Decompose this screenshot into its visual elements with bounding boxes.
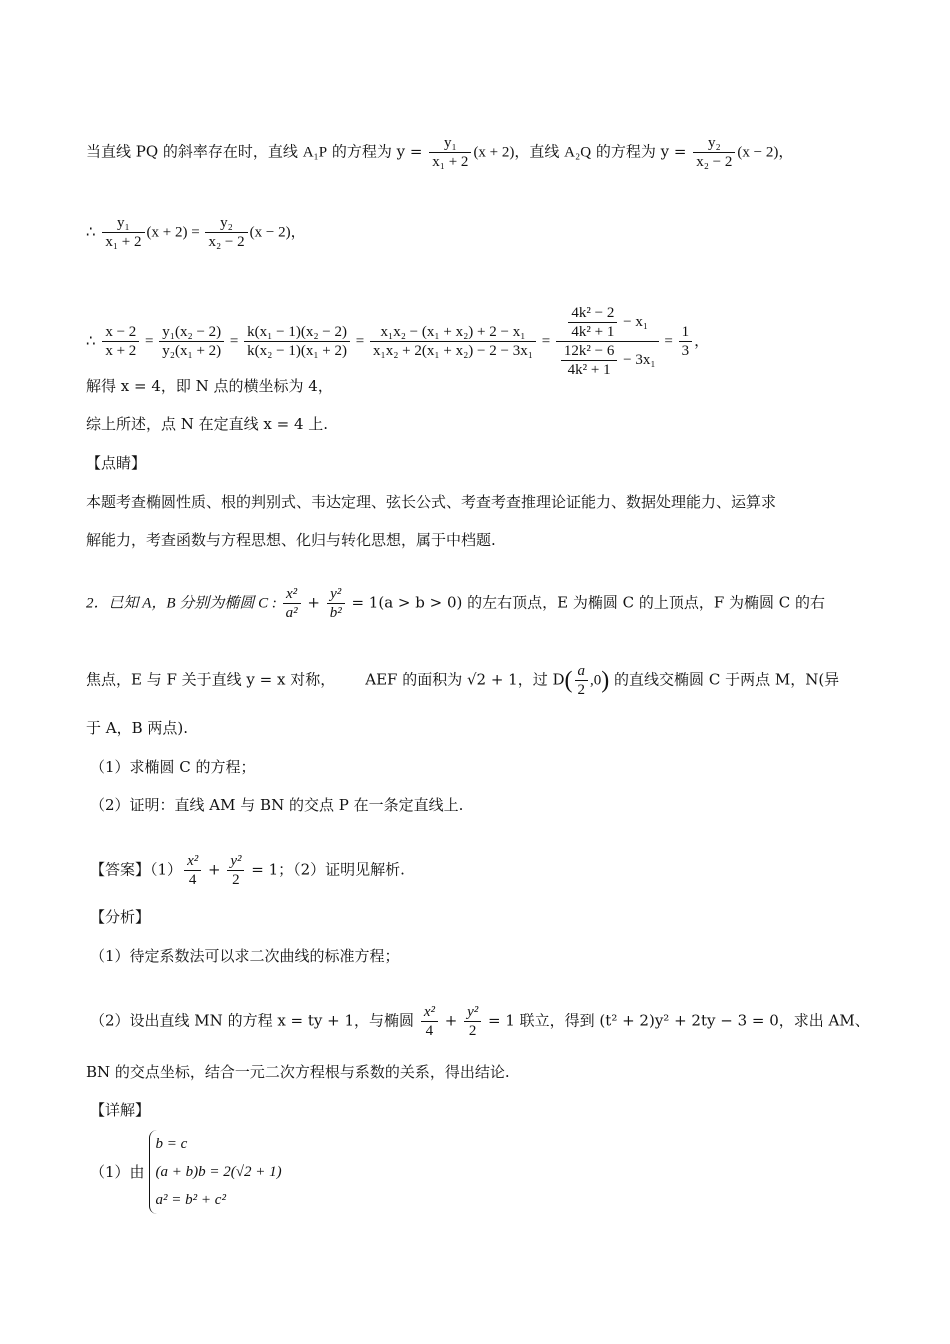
- numerator: a: [575, 662, 589, 681]
- plus: +: [439, 1011, 463, 1030]
- text-span: 2．已知 A，B 分别为椭圆 C :: [86, 595, 281, 612]
- numerator: 12k² − 6: [561, 342, 617, 361]
- numerator: y²: [464, 1003, 481, 1022]
- fraction: [421, 1003, 438, 1040]
- math-span: − 3x₁: [619, 351, 656, 368]
- text-line: [90, 1003, 870, 1040]
- equation: b = c: [155, 1136, 188, 1152]
- text-span: 的直线交椭圆 C 于两点 M，N(异: [609, 670, 840, 689]
- fraction: [159, 323, 224, 360]
- equation: a² = b² + c²: [155, 1192, 226, 1208]
- denominator: 4k² + 1: [567, 362, 611, 378]
- numerator: y₁: [429, 134, 471, 153]
- denominator: x₁ + 2: [105, 234, 142, 250]
- denominator: x₁x₂ + 2(x₁ + x₂) − 2 − 3x₁: [372, 343, 533, 359]
- fraction: [464, 1003, 481, 1040]
- denominator: [556, 342, 659, 379]
- fraction: [370, 323, 536, 360]
- text-span: （1）由: [90, 1163, 145, 1181]
- numerator: y₂: [205, 214, 247, 233]
- denominator: 2: [468, 1023, 477, 1039]
- denominator: x₂ − 2: [208, 234, 245, 250]
- text-span: ，: [694, 331, 710, 350]
- text-line: （1）待定系数法可以求二次曲线的标准方程；: [90, 947, 400, 965]
- paren: ): [601, 667, 610, 694]
- numerator: x − 2: [102, 323, 139, 342]
- text-line: 综上所述，点 N 在定直线 x = 4 上.: [86, 415, 329, 433]
- text-span: AEF 的面积为 √2 + 1，过 D: [365, 670, 565, 689]
- equation: (a + b)b = 2(√2 + 1): [155, 1164, 282, 1180]
- denominator: 4: [425, 1023, 434, 1039]
- paren: (: [564, 667, 573, 694]
- fraction: [679, 323, 693, 360]
- answer-label: 【答案】: [90, 860, 151, 879]
- numerator: x²: [421, 1003, 438, 1022]
- denominator: x + 2: [105, 343, 137, 359]
- denominator: y₂(x₁ + 2): [162, 343, 222, 359]
- fraction: [184, 852, 201, 889]
- text-span: ，直线: [514, 142, 565, 161]
- math-span: − x₁: [619, 313, 649, 330]
- math-span: (x + 2): [473, 144, 515, 161]
- section-heading: 【点睛】: [86, 454, 147, 472]
- plus: +: [302, 593, 325, 612]
- fraction: [327, 585, 345, 622]
- numerator: x₁x₂ − (x₁ + x₂) + 2 − x₁: [370, 323, 536, 342]
- fraction: [244, 323, 350, 360]
- equation-system: [149, 1130, 282, 1214]
- question-line: [86, 662, 839, 699]
- denominator: a²: [285, 605, 298, 621]
- text-line: BN 的交点坐标，结合一元二次方程根与系数的关系，得出结论.: [86, 1063, 510, 1081]
- fraction: [102, 323, 139, 360]
- fraction: [575, 662, 589, 699]
- math-span: A₂Q: [564, 144, 592, 161]
- numerator: y²: [327, 585, 345, 604]
- text-span: = 1 联立，得到 (t² + 2)y² + 2ty − 3 = 0，求出 AM、: [483, 1011, 870, 1030]
- text-span: 当直线 PQ 的斜率存在时，直线: [86, 142, 303, 161]
- denominator: b²: [329, 605, 342, 621]
- text-span: 的方程为 y =: [591, 142, 692, 161]
- answer-line: [90, 852, 405, 889]
- equals: =: [352, 333, 368, 350]
- denominator: 4k² + 1: [571, 324, 615, 340]
- text-span: （1）: [150, 860, 183, 879]
- denominator: 3: [681, 343, 690, 359]
- equation-system-line: [90, 1130, 282, 1214]
- math-span: (x + 2) =: [146, 224, 204, 241]
- therefore-symbol: ∴: [86, 331, 101, 350]
- math-span: A₁P: [302, 144, 328, 161]
- fraction: [227, 852, 244, 889]
- denominator: k(x₂ − 1)(x₁ + 2): [247, 343, 347, 359]
- text-line: [86, 214, 306, 251]
- fraction: [568, 304, 617, 341]
- equals: =: [226, 333, 243, 350]
- text-line: 解能力，考查函数与方程思想、化归与转化思想，属于中档题.: [86, 531, 496, 549]
- fraction: [693, 134, 735, 171]
- equals: =: [660, 333, 677, 350]
- question-part: （1）求椭圆 C 的方程；: [90, 758, 256, 776]
- numerator: [556, 304, 659, 342]
- text-span: = 1；（2）证明见解析.: [246, 860, 405, 879]
- fraction: [429, 134, 471, 171]
- compound-fraction: [556, 304, 659, 379]
- text-line: [86, 134, 793, 171]
- fraction: [205, 214, 247, 251]
- question-line: [86, 585, 825, 622]
- fraction: [561, 342, 617, 379]
- numerator: y₁(x₂ − 2): [159, 323, 224, 342]
- math-span: (x − 2)，: [737, 144, 794, 161]
- therefore-symbol: ∴: [86, 222, 101, 241]
- numerator: y₂: [693, 134, 735, 153]
- text-span: = 1(a > b > 0) 的左右顶点，E 为椭圆 C 的上顶点，F 为椭圆 C 的右: [346, 593, 826, 612]
- numerator: x²: [283, 585, 301, 604]
- math-span: ,0: [590, 672, 602, 689]
- denominator: x₂ − 2: [696, 154, 733, 170]
- plus: +: [203, 860, 226, 879]
- numerator: x²: [184, 852, 201, 871]
- denominator: 2: [232, 872, 240, 888]
- text-line: 本题考查椭圆性质、根的判别式、韦达定理、弦长公式、考查考查推理论证能力、数据处理能力、运算求: [86, 493, 777, 511]
- numerator: k(x₁ − 1)(x₂ − 2): [244, 323, 350, 342]
- text-line: [86, 304, 709, 379]
- text-span: （2）设出直线 MN 的方程 x = ty + 1，与椭圆: [90, 1011, 419, 1030]
- math-span: (x − 2)，: [249, 224, 306, 241]
- denominator: 2: [577, 682, 586, 698]
- denominator: x₁ + 2: [432, 154, 469, 170]
- equals: =: [537, 333, 554, 350]
- numerator: 4k² − 2: [568, 304, 617, 323]
- section-heading: 【分析】: [90, 908, 151, 926]
- fraction: [283, 585, 301, 622]
- text-line: 解得 x = 4，即 N 点的横坐标为 4，: [86, 377, 333, 395]
- numerator: y²: [227, 852, 244, 871]
- fraction: [102, 214, 144, 251]
- text-span: 焦点，E 与 F 关于直线 y = x 对称，: [86, 670, 336, 689]
- question-part: （2）证明：直线 AM 与 BN 的交点 P 在一条定直线上.: [90, 796, 464, 814]
- section-heading: 【详解】: [90, 1101, 151, 1119]
- numerator: 1: [679, 323, 693, 342]
- text-span: 的方程为 y =: [327, 142, 428, 161]
- denominator: 4: [188, 872, 197, 888]
- equals: =: [141, 333, 158, 350]
- text-line: 于 A，B 两点).: [86, 719, 189, 737]
- numerator: y₁: [102, 214, 144, 233]
